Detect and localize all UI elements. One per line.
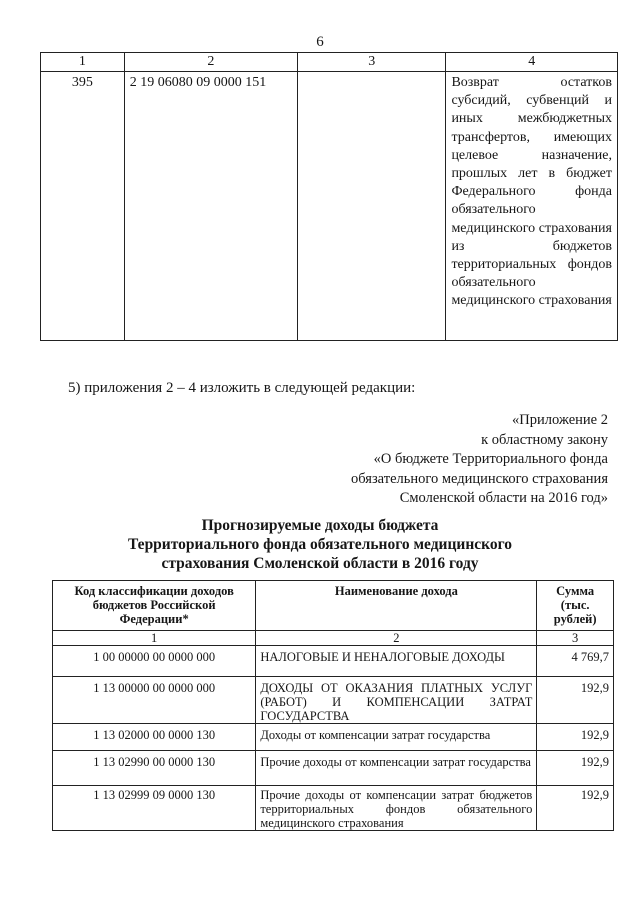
title-line: страхования Смоленской области в 2016 году [161,555,479,572]
row-number: 395 [41,72,125,341]
income-code: 1 13 02999 09 0000 130 [53,786,256,831]
income-code: 1 13 02990 00 0000 130 [53,751,256,786]
income-sum: 192,9 [537,786,614,831]
header-code: Код классификации доходов бюджетов Российской Федерации* [53,581,256,631]
table-header-row [41,53,618,72]
title-line: Прогнозируемые доходы бюджета [201,517,439,534]
column-header: 3 [297,53,446,72]
appendix-line: «Приложение 2 [512,412,608,428]
income-description: Возврат остатков субсидий, субвенций и иных межбюджетных трансфертов, имеющих целевое назначение, прошлых лет в бюджет Федерального фонда обязательного медицинского страхования из бюджетов территориальных фондов обязательного медицинского страхования [446,72,618,341]
table-row [41,72,618,341]
header-sum: Сумма (тыс. рублей) [537,581,614,631]
table-row [53,724,614,751]
column-number: 2 [256,631,537,646]
column-header: 1 [41,53,125,72]
classification-code: 2 19 06080 09 0000 151 [124,72,297,341]
header-name: Наименование дохода [256,581,537,631]
table-row [53,677,614,724]
title-line: Территориального фонда обязательного медицинского [127,536,513,553]
table-row [53,646,614,677]
income-name: ДОХОДЫ ОТ ОКАЗАНИЯ ПЛАТНЫХ УСЛУГ (РАБОТ) И КОМПЕНСАЦИИ ЗАТРАТ ГОСУДАРСТВА [256,677,537,724]
income-sum: 192,9 [537,677,614,724]
appendix-line: Смоленской области на 2016 год» [399,490,608,507]
document-title [0,516,640,573]
income-name: Прочие доходы от компенсации затрат бюджетов территориальных фондов обязательного медицинского страхования [256,786,537,831]
column-number: 3 [537,631,614,646]
income-name: Доходы от компенсации затрат государства [256,724,537,751]
table-header-row [53,581,614,631]
column-header: 2 [124,53,297,72]
appendix-block [351,411,608,509]
income-name: НАЛОГОВЫЕ И НЕНАЛОГОВЫЕ ДОХОДЫ [256,646,537,677]
income-table [52,580,614,831]
appendix-line: обязательного медицинского страхования [351,470,608,487]
page-number: 6 [316,34,324,50]
appendix-line: к областному закону [481,431,608,448]
continuation-table [40,52,618,341]
column-number: 1 [53,631,256,646]
income-sum: 192,9 [537,751,614,786]
income-code: 1 13 02000 00 0000 130 [53,724,256,751]
income-sum: 192,9 [537,724,614,751]
income-sum: 4 769,7 [537,646,614,677]
income-name: Прочие доходы от компенсации затрат государства [256,751,537,786]
table-row [53,786,614,831]
column-number-row [53,631,614,646]
amendment-instruction: 5) приложения 2 – 4 изложить в следующей редакции: [68,380,416,396]
income-code: 1 00 00000 00 0000 000 [53,646,256,677]
empty-cell [297,72,446,341]
column-header: 4 [446,53,618,72]
appendix-line: «О бюджете Территориального фонда [373,451,608,468]
table-row [53,751,614,786]
income-code: 1 13 00000 00 0000 000 [53,677,256,724]
